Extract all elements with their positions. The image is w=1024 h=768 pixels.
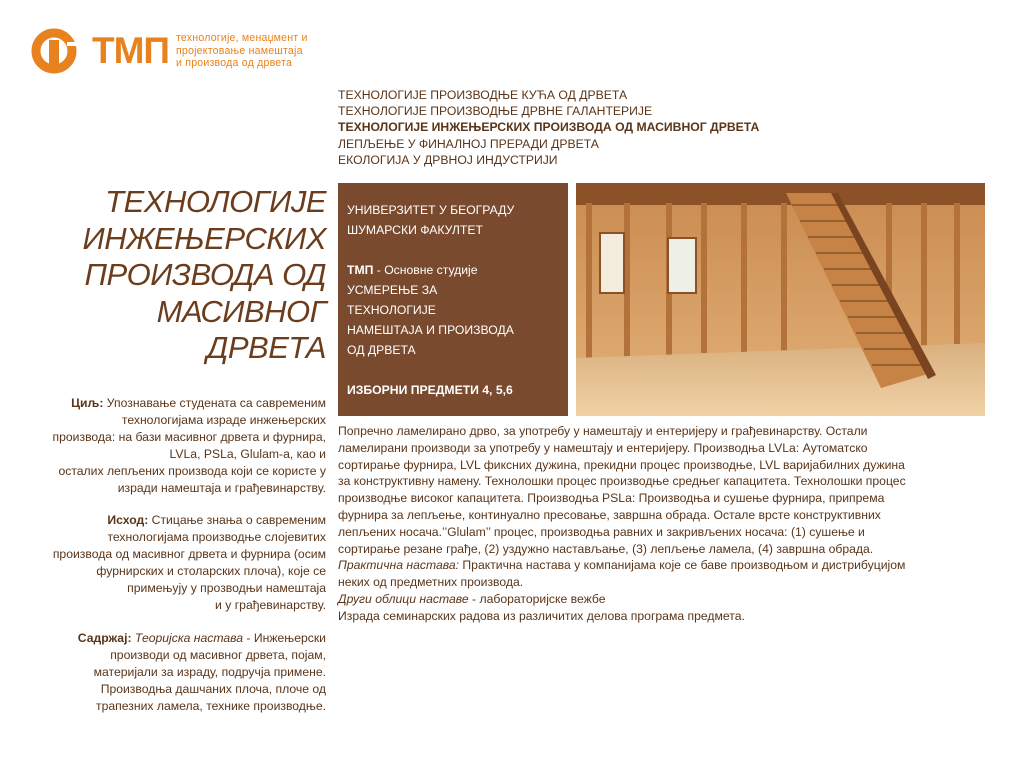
title-line: ИНЖЕЊЕРСКИХ [82,220,326,256]
title-line: ДРВЕТА [206,330,326,366]
outcome-label: Исход: [107,513,149,528]
practical-label: Практична настава: [338,558,460,573]
logo-subtitle-line: технологије, менаџмент и [176,32,308,44]
content-theory-label: Теоријска настава [134,630,244,645]
outcome-section [6,512,326,613]
goal-label: Циљ: [71,396,104,410]
faculty-name: ШУМАРСКИ ФАКУЛТЕТ [347,223,483,237]
goal-line: технологијама израде инжењерских [121,412,326,427]
logo-subtitle-line: и производа од дрвета [176,57,293,69]
goal-line: Упознавање студената са савременим [106,396,326,410]
university-name: УНИВЕРЗИТЕТ У БЕОГРАДУ [347,203,515,217]
description-line: производње високог капацитета. Производња PSLа: Производња и сушење фурнира, припрема [338,491,885,506]
course-list [338,87,759,168]
course-item: ТЕХНОЛОГИЈЕ ПРОИЗВОДЊЕ КУЋА ОД ДРВЕТА [338,88,628,102]
practical-line: Практична настава у компанијама које се баве производњом и дистрибуцијом [459,558,906,573]
outcome-line: технологијама производње слојевитих [107,530,326,545]
tmp-logo-icon [30,28,86,74]
program-info-box [338,183,568,416]
logo-subtitle-line: пројектовање намештаја [176,44,303,57]
title-line: ПРОИЗВОДА ОД [84,257,326,293]
course-item-active: ТЕХНОЛОГИЈЕ ИНЖЕЊЕРСКИХ ПРОИЗВОДА ОД МАСИВНОГ ДРВЕТА [338,120,760,135]
course-item: ЕКОЛОГИЈА У ДРВНОЈ ИНДУСТРИЈИ [338,152,558,167]
content-label: Садржај: [77,630,132,645]
goal-line: LVLa, PSLa, Glulam-а, као и [169,446,326,461]
other-forms-text: - лабораторијске вежбе [468,591,606,606]
goal-line: изради намештаја и грађевинарству. [117,480,326,495]
electives-label [347,380,558,400]
outcome-line: производа од масивног дрвета и фурнира (осим [52,547,326,562]
description-line: фурнира за лепљење, континуално пресовање, завршна обрада. Остале врсте конструктивних [338,507,881,522]
content-line: производи од масивног дрвета, појам, [110,647,326,662]
logo-subtitle [176,32,336,70]
description-line: сортирање фурнира, LVL фиксних дужина, прекидни процес производње, LVL варијабилних дужина [338,457,905,472]
page-title [6,184,326,367]
description-line: Попречно ламелирано дрво, за употребу у намештају и ентеријеру и грађевинарству. Остали [338,424,868,438]
study-level [347,260,558,280]
outcome-line: Стицање знања о савременим [151,513,326,528]
title-line: ТЕХНОЛОГИЈЕ [105,184,326,219]
outcome-line: и у грађевинарству. [215,597,326,612]
content-line: материјали за израду, подручја примене. [93,664,326,679]
content-dash: - [243,630,254,645]
course-item: ЛЕПЉЕЊЕ У ФИНАЛНОЈ ПРЕРАДИ ДРВЕТА [338,136,599,151]
description-line: сортирање резане грађе, (2) уздужно настављање, (3) лепљење ламела, (4) завршна обрада. [338,541,874,556]
other-forms-section [338,591,988,608]
outcome-line: фурнирских и столарских плоча), које се [96,564,326,579]
content-section [6,630,326,715]
direction-line: НАМЕШТАЈА И ПРОИЗВОДА [347,323,514,337]
tmp-label: ТМП [347,263,374,277]
direction-line: ОД ДРВЕТА [347,343,416,357]
practical-section [338,557,988,574]
studies-label: - Основне студије [373,263,478,277]
goal-section [6,395,326,496]
description-line: за конструктивну намену. Технолошки процес производње средњег капацитета. Технолошки процес [338,474,906,489]
description-line: ламелирани производи за употребу у намештају и ентеријеру. Производња LVLа: Аутоматско [338,440,868,455]
outcome-line: примењују у прозводњи намештаја [127,581,326,596]
content-line: Инжењерски [253,630,326,645]
electives-text: ИЗБОРНИ ПРЕДМЕТИ 4, 5,6 [347,383,513,397]
course-summary [6,395,326,730]
content-line: Производња дашчаних плоча, плоче од [100,681,326,696]
course-item: ТЕХНОЛОГИЈЕ ПРОИЗВОДЊЕ ДРВНЕ ГАЛАНТЕРИЈЕ [338,104,653,119]
goal-line: производа: на бази масивног дрвета и фурнира, [52,429,326,444]
tmp-logo [30,28,330,74]
seminar-line: Израда семинарских радова из различитих делова програма предмета. [338,608,745,623]
course-description [338,423,988,625]
direction-line: УСМЕРЕЊЕ ЗА [347,283,438,297]
content-line: трапезних ламела, технике производње. [96,698,326,713]
title-line: МАСИВНОГ [156,293,326,329]
direction-line: ТЕХНОЛОГИЈЕ [347,303,436,317]
practical-line: неких од предметних производа. [338,575,524,590]
house-interior-photo [576,183,985,416]
description-line: лепљених носача.’’Glulam’’ процес, производња равних и закривљених носача: (1) сушење и [338,524,865,539]
goal-line: осталих лепљених производа који се користе у [58,463,326,478]
logo-name: ТМП [92,30,170,71]
other-forms-label: Други облици наставе [338,591,469,606]
